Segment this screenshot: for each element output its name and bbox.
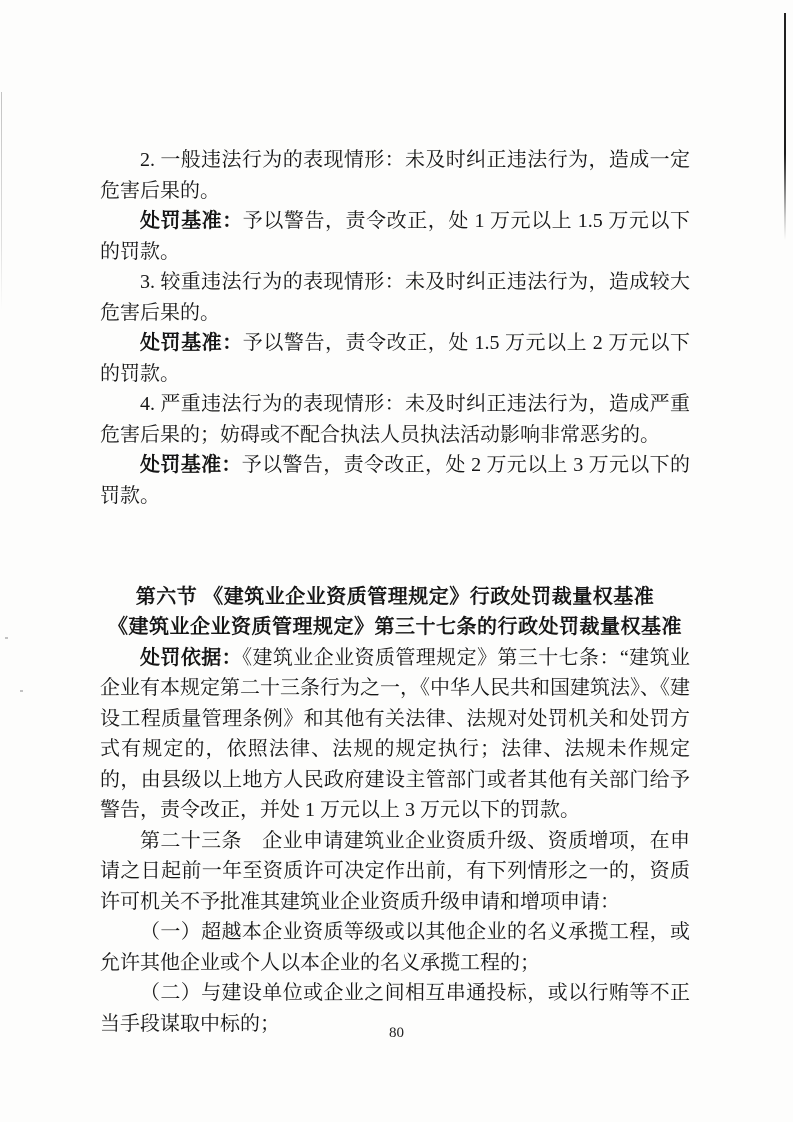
bold-run: 第六节 《建筑业企业资质管理规定》行政处罚裁量权基准: [135, 585, 655, 608]
scan-speck: [5, 637, 8, 639]
paragraph: [100, 643, 690, 826]
paragraph: [100, 145, 690, 206]
bold-run: 处罚基准：: [140, 210, 243, 232]
bold-run: 处罚基准：: [140, 454, 242, 476]
document-body: [100, 145, 690, 1039]
text-run: 3. 较重违法行为的表现情形：未及时纠正违法行为，造成较大危害后果的。: [100, 271, 690, 324]
paragraph: [100, 206, 690, 267]
section-heading: [100, 612, 690, 643]
page-number: 80: [389, 1025, 404, 1041]
scan-artifact-left-edge: [1, 92, 2, 310]
paragraph: [100, 917, 690, 978]
bold-run: 处罚依据：: [140, 646, 243, 669]
paragraph: [100, 328, 690, 389]
text-run: 《建筑业企业资质管理规定》第三十七条：“建筑业企业有本规定第二十三条行为之一，《中华人民共和国建筑法》、《建设工程质量管理条例》和其他有关法律、法规对处罚机关和处罚方式有规定的，依照法律、法规的规定执行；法律、法规未作规定的，由县级以上地方人民政府建设主管部门或者其他有关部门给予警告，责令改正，并处 1 万元以上 3 万元以下的罚款。: [100, 646, 690, 821]
paragraph: [100, 826, 690, 918]
section-heading: [100, 582, 690, 613]
paragraph: [100, 389, 690, 450]
text-run: 第二十三条 企业申请建筑业企业资质升级、资质增项，在申请之日起前一年至资质许可决定作出前，有下列情形之一的，资质许可机关不予批准其建筑业企业资质升级申请和增项申请：: [100, 829, 690, 913]
text-run: 4. 严重违法行为的表现情形：未及时纠正违法行为，造成严重危害后果的；妨碍或不配合执法人员执法活动影响非常恶劣的。: [100, 393, 690, 446]
paragraph: [100, 450, 690, 511]
text-run: （一）超越本企业资质等级或以其他企业的名义承揽工程，或允许其他企业或个人以本企业的名义承揽工程的；: [100, 921, 690, 974]
scan-speck: [20, 690, 23, 692]
bold-run: 《建筑业企业资质管理规定》第三十七条的行政处罚裁量权基准: [108, 616, 682, 638]
text-run: 予以警告，责令改正，处 1 万元以上 1.5 万元以下的罚款。: [100, 210, 691, 263]
text-run: 予以警告，责令改正，处 1.5 万元以上 2 万元以下的罚款。: [100, 332, 691, 385]
text-run: 予以警告，责令改正，处 2 万元以上 3 万元以下的罚款。: [100, 454, 691, 507]
paragraph: [100, 267, 690, 328]
scan-artifact-right-edge: [784, 13, 786, 240]
text-run: 2. 一般违法行为的表现情形：未及时纠正违法行为，造成一定危害后果的。: [100, 149, 690, 202]
text-run: （二）与建设单位或企业之间相互串通投标，或以行贿等不正当手段谋取中标的；: [100, 982, 690, 1035]
paragraph-spacer: [100, 531, 690, 562]
bold-run: 处罚基准：: [140, 332, 243, 354]
